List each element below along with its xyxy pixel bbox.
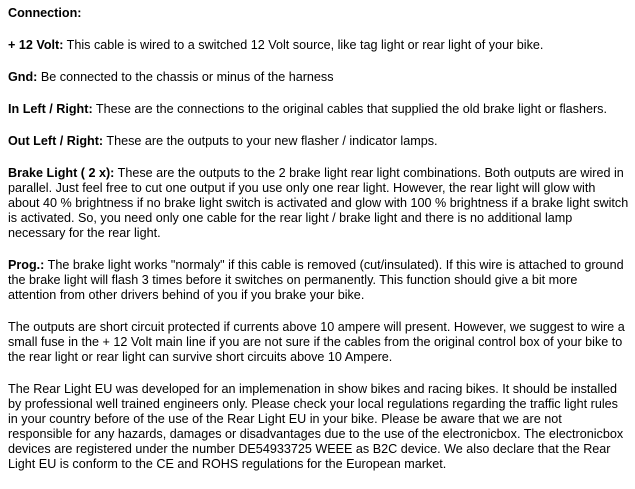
item-out-left-right (8, 134, 629, 149)
item-12-volt (8, 38, 629, 53)
item-label: Gnd: (8, 70, 38, 84)
item-text: Be connected to the chassis or minus of the harness (37, 70, 334, 84)
section-heading: Connection: (8, 6, 82, 20)
item-brake-light (8, 166, 629, 241)
item-text: These are the connections to the original cables that supplied the old brake light or flashers. (92, 102, 607, 116)
item-label: + 12 Volt: (8, 38, 64, 52)
item-label: Prog.: (8, 258, 45, 272)
item-in-left-right (8, 102, 629, 117)
item-label: Brake Light ( 2 x): (8, 166, 115, 180)
item-text: This cable is wired to a switched 12 Volt source, like tag light or rear light of your bike. (63, 38, 544, 52)
item-text: The brake light works "normaly" if this cable is removed (cut/insulated). If this wire is attached to ground the brake light will flash 3 times before it switches on permanently. This function should give a bit more attention from other drivers behind of you if you brake your bike. (8, 258, 624, 302)
item-gnd (8, 70, 629, 85)
item-text: These are the outputs to the 2 brake light rear light combinations. Both outputs are wired in parallel. Just feel free to cut one output if you use only one rear light. However, the rear light will glow with about 40 % brightness if no brake light switch is activated and glow with 100 % brightness if a brake light switch is activated. So, you need only one cable for the rear light / brake light and there is no additional lamp necessary for the rear light. (8, 166, 629, 240)
item-label: Out Left / Right: (8, 134, 104, 148)
item-prog (8, 258, 629, 303)
item-text: These are the outputs to your new flasher / indicator lamps. (103, 134, 438, 148)
paragraph-disclaimer: The Rear Light EU was developed for an implemenation in show bikes and racing bikes. It should be installed by professional well trained engineers only. Please check your local regulations regarding the traffic light rules in your country before of the use of the Rear Light EU in your bike. Please be aware that we are not responsible for any hazards, damages or disadvantages due to the use of the electronicbox. The electronicbox devices are registered under the number DE54933725 WEEE as B2C device. We also declare that the Rear Light EU is conform to the CE and ROHS regulations for the European market. (8, 382, 624, 471)
item-label: In Left / Right: (8, 102, 93, 116)
paragraph-short-circuit: The outputs are short circuit protected if currents above 10 ampere will present. However, we suggest to wire a small fuse in the + 12 Volt main line if you are not sure if the cables from the original control box of your bike to the rear light or rear light can survive short circuits above 10 Ampere. (8, 320, 625, 364)
